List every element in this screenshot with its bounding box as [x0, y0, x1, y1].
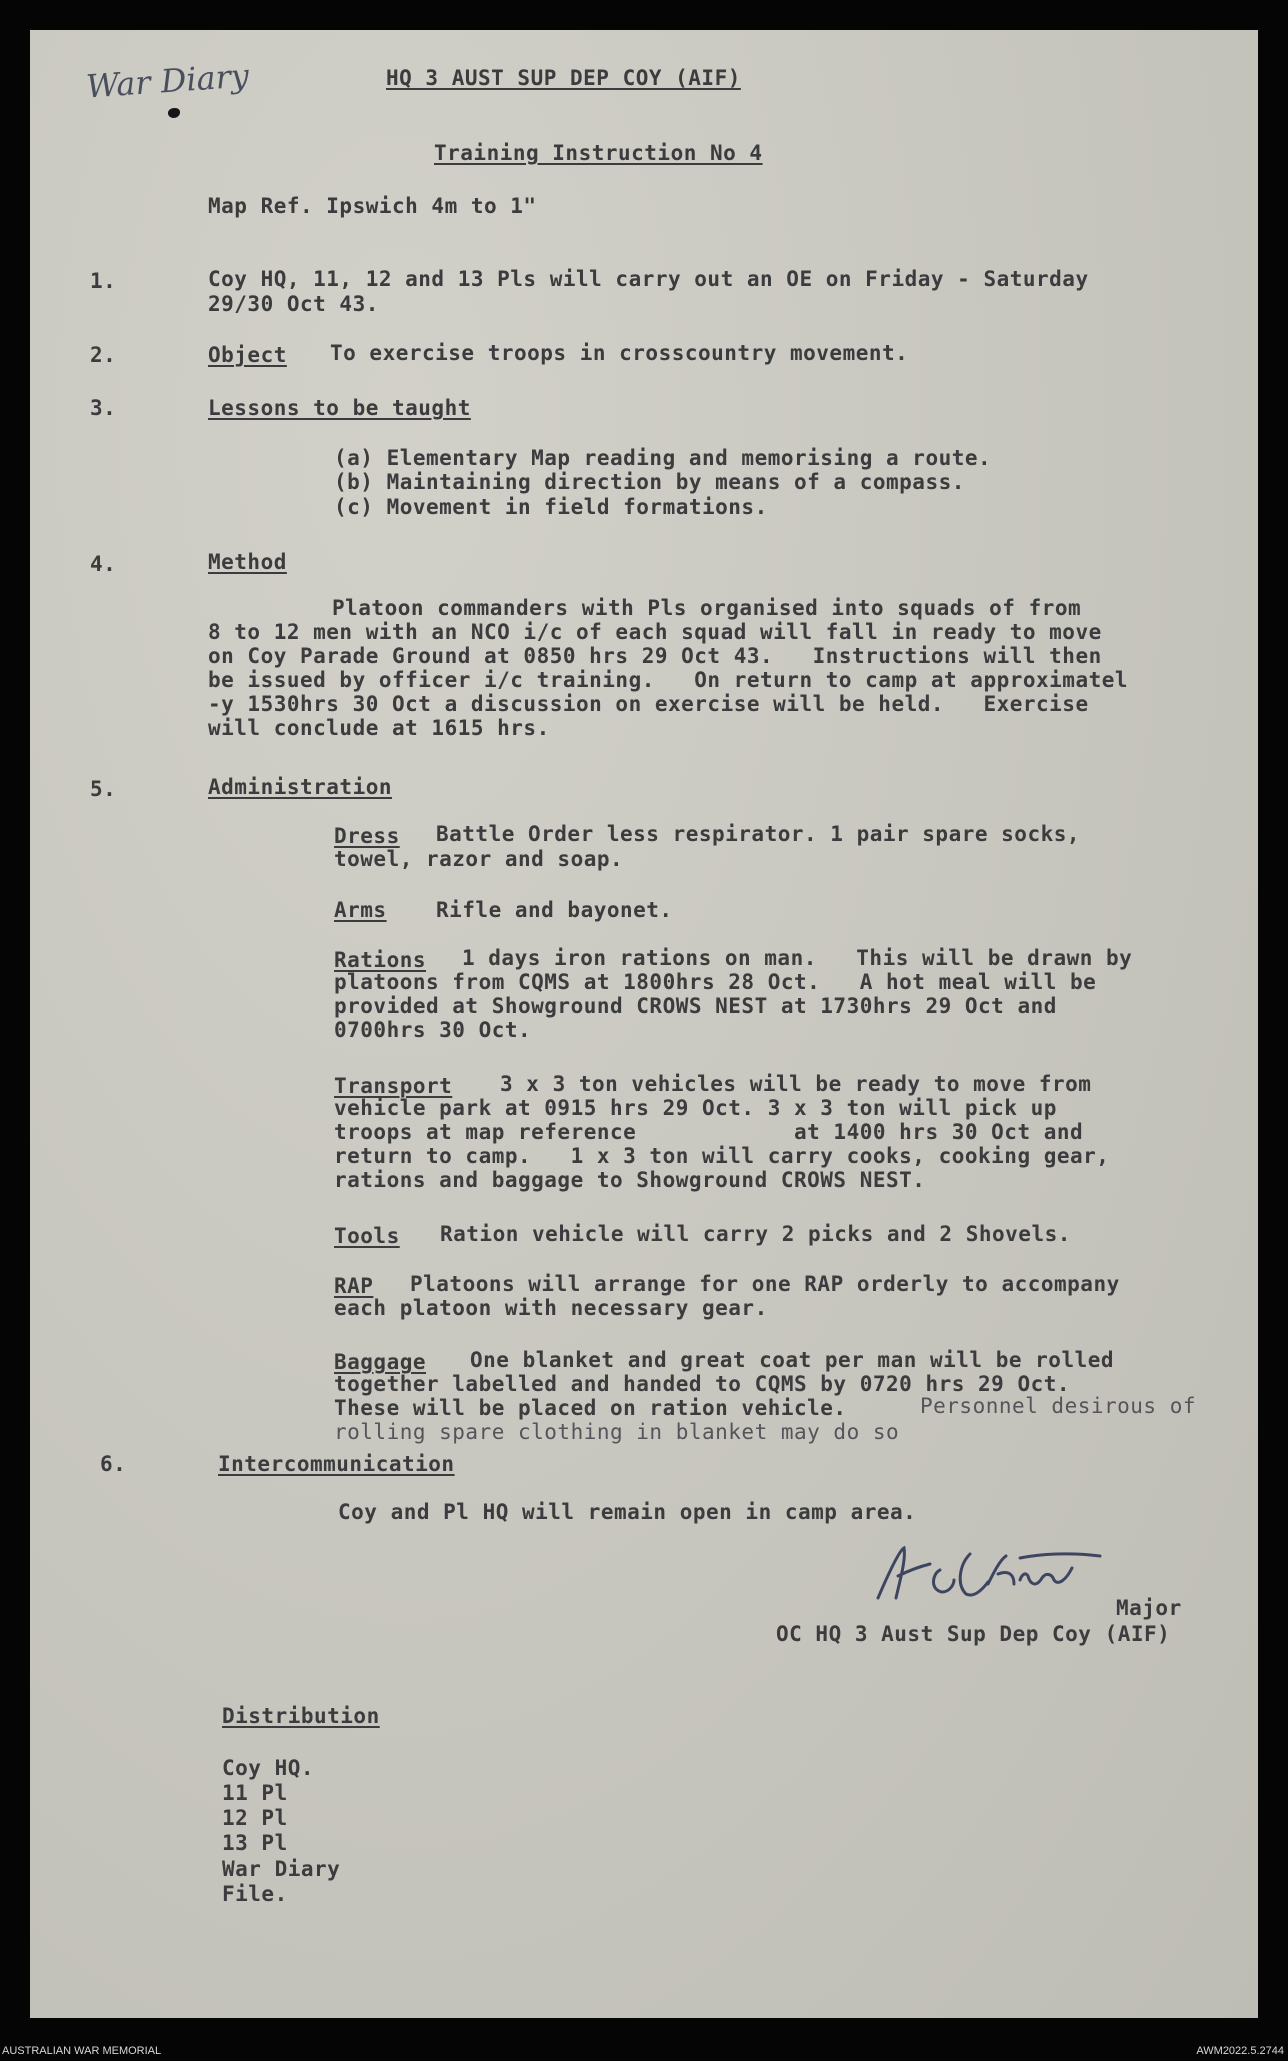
- distribution-heading: Distribution: [222, 1704, 380, 1728]
- method-line: on Coy Parade Ground at 0850 hrs 29 Oct 43. Instructions will then: [208, 644, 1102, 668]
- distribution-item: 12 Pl: [222, 1806, 288, 1830]
- para-3-heading: Lessons to be taught: [208, 396, 471, 420]
- para-4-heading: Method: [208, 550, 287, 574]
- baggage-text: These will be placed on ration vehicle.: [334, 1396, 847, 1420]
- method-line: will conclude at 1615 hrs.: [208, 716, 550, 740]
- para-5-number: 5.: [90, 777, 117, 801]
- map-reference: Map Ref. Ipswich 4m to 1": [208, 194, 537, 218]
- transport-text: troops at map reference at 1400 hrs 30 Oct and: [334, 1120, 1084, 1144]
- transport-label: Transport: [334, 1074, 453, 1098]
- method-line: 8 to 12 men with an NCO i/c of each squad will fall in ready to move: [208, 620, 1102, 644]
- baggage-text: One blanket and great coat per man will be rolled: [470, 1348, 1115, 1372]
- rap-label: RAP: [334, 1274, 374, 1298]
- method-line: be issued by officer i/c training. On return to camp at approximatel: [208, 668, 1129, 692]
- para-1-line: 29/30 Oct 43.: [208, 292, 379, 316]
- transport-text: return to camp. 1 x 3 ton will carry cooks, cooking gear,: [334, 1144, 1110, 1168]
- signature-rank: Major: [1116, 1596, 1182, 1620]
- para-1-number: 1.: [90, 269, 117, 293]
- rations-text: 1 days iron rations on man. This will be drawn by: [462, 946, 1133, 970]
- rations-text: platoons from CQMS at 1800hrs 28 Oct. A hot meal will be: [334, 970, 1097, 994]
- transport-text: 3 x 3 ton vehicles will be ready to move from: [500, 1072, 1092, 1096]
- tools-label: Tools: [334, 1224, 400, 1248]
- document-page: [30, 30, 1258, 2018]
- arms-label: Arms: [334, 898, 387, 922]
- para-2-number: 2.: [90, 343, 117, 367]
- para-5-heading: Administration: [208, 775, 393, 799]
- para-6-heading: Intercommunication: [218, 1452, 455, 1476]
- footer-accession-number: AWM2022.5.2744: [1196, 2045, 1284, 2057]
- baggage-text: together labelled and handed to CQMS by 0720 hrs 29 Oct.: [334, 1372, 1071, 1396]
- distribution-item: 13 Pl: [222, 1831, 288, 1855]
- baggage-label: Baggage: [334, 1350, 427, 1374]
- distribution-item: File.: [222, 1882, 288, 1906]
- lesson-item: (c) Movement in field formations.: [334, 495, 768, 519]
- distribution-item: 11 Pl: [222, 1781, 288, 1805]
- dress-label: Dress: [334, 824, 400, 848]
- handwritten-signature: [870, 1540, 1130, 1610]
- rations-text: provided at Showground CROWS NEST at 1730hrs 29 Oct and: [334, 994, 1057, 1018]
- para-6-text: Coy and Pl HQ will remain open in camp area.: [338, 1500, 917, 1524]
- rap-text: each platoon with necessary gear.: [334, 1296, 768, 1320]
- para-6-number: 6.: [100, 1452, 127, 1476]
- rations-label: Rations: [334, 948, 427, 972]
- method-line: Platoon commanders with Pls organised into squads of from: [332, 596, 1082, 620]
- transport-text: rations and baggage to Showground CROWS NEST.: [334, 1168, 926, 1192]
- para-2-heading: Object: [208, 343, 287, 367]
- footer-credit: AUSTRALIAN WAR MEMORIAL: [2, 2045, 162, 2057]
- dress-text: Battle Order less respirator. 1 pair spare socks,: [436, 822, 1081, 846]
- tools-text: Ration vehicle will carry 2 picks and 2 Shovels.: [440, 1222, 1071, 1246]
- lesson-item: (a) Elementary Map reading and memorising a route.: [334, 446, 992, 470]
- para-4-number: 4.: [90, 552, 117, 576]
- method-line: -y 1530hrs 30 Oct a discussion on exercise will be held. Exercise: [208, 692, 1089, 716]
- dress-text: towel, razor and soap.: [334, 847, 624, 871]
- lesson-item: (b) Maintaining direction by means of a compass.: [334, 470, 965, 494]
- para-2-text: To exercise troops in crosscountry movement.: [330, 341, 909, 365]
- arms-text: Rifle and bayonet.: [436, 898, 673, 922]
- para-1-line: Coy HQ, 11, 12 and 13 Pls will carry out an OE on Friday - Saturday: [208, 267, 1089, 291]
- baggage-addendum: rolling spare clothing in blanket may do so: [334, 1420, 900, 1444]
- unit-header: HQ 3 AUST SUP DEP COY (AIF): [386, 66, 741, 90]
- rations-text: 0700hrs 30 Oct.: [334, 1018, 532, 1042]
- transport-text: vehicle park at 0915 hrs 29 Oct. 3 x 3 ton will pick up: [334, 1096, 1057, 1120]
- rap-text: Platoons will arrange for one RAP orderly to accompany: [410, 1272, 1120, 1296]
- distribution-item: War Diary: [222, 1857, 341, 1881]
- baggage-addendum: Personnel desirous of: [920, 1394, 1197, 1418]
- distribution-item: Coy HQ.: [222, 1756, 315, 1780]
- handwritten-annotation: War Diary: [84, 56, 251, 106]
- signature-title: OC HQ 3 Aust Sup Dep Coy (AIF): [776, 1622, 1171, 1646]
- para-3-number: 3.: [90, 396, 117, 420]
- document-title: Training Instruction No 4: [434, 141, 763, 165]
